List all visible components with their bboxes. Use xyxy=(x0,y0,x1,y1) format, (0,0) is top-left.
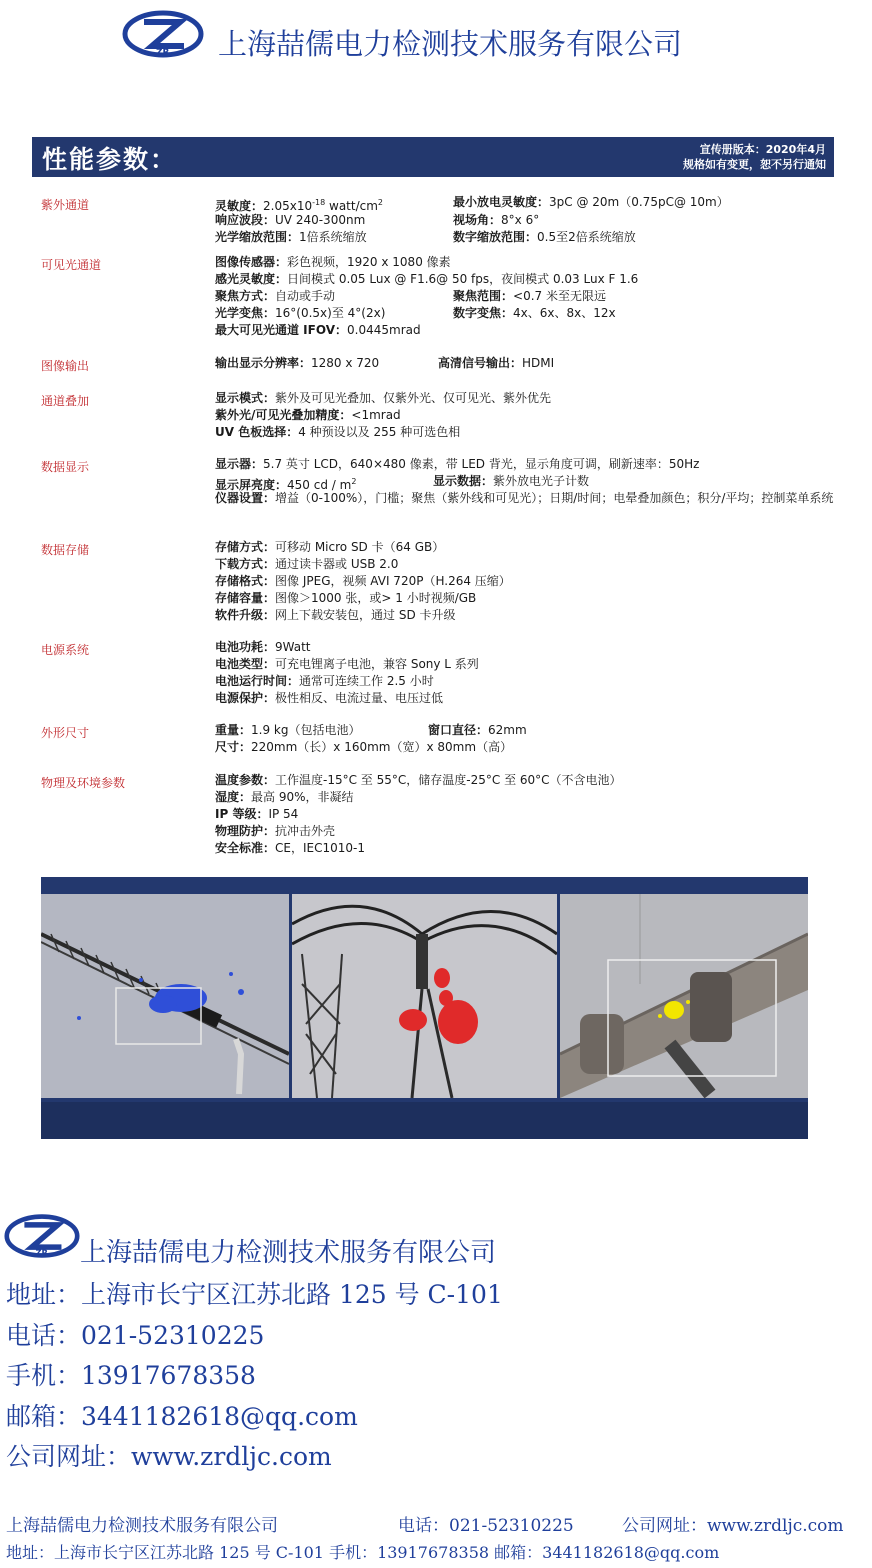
spec-line: 重量：1.9 kg（包括电池） xyxy=(215,723,361,737)
spec-line: 灵敏度：$2.05x10^{-18}$ watt/$cm^2$ xyxy=(215,198,384,213)
spec-line: 紫外光/可见光叠加精度：<1mrad xyxy=(215,408,401,422)
spec-line: 软件升级：网上下载安装包，通过 SD 卡升级 xyxy=(215,608,456,622)
contact-company: 上海喆儒电力检测技术服务有限公司 xyxy=(80,1238,497,1268)
uv-image-antenna xyxy=(41,894,289,1098)
spec-line: IP 等级：IP 54 xyxy=(215,807,299,821)
spec-line: 存储方式：可移动 Micro SD 卡（64 GB） xyxy=(215,540,445,554)
spec-line: 显示数据：紫外放电光子计数 xyxy=(433,474,590,488)
svg-text:ZR: ZR xyxy=(156,48,170,58)
change-notice: 规格如有变更，恕不另行通知 xyxy=(683,158,826,171)
contact-email: 邮箱：3441182618@qq.com xyxy=(6,1402,358,1431)
contact-mobile: 手机：13917678358 xyxy=(6,1361,256,1390)
company-title: 上海喆儒电力检测技术服务有限公司 xyxy=(218,27,683,61)
uv-image-tower xyxy=(292,894,557,1098)
footer-website: 公司网址：www.zrdljc.com xyxy=(622,1516,844,1536)
spec-line: 图像传感器：彩色视频，1920 x 1080 像素 xyxy=(215,255,451,269)
spec-line: 显示器：5.7 英寸 LCD，640×480 像素，带 LED 背光，显示角度可调，刷新速率：50Hz xyxy=(215,457,700,471)
spec-line: 电池类型：可充电锂离子电池，兼容 Sony L 系列 xyxy=(215,657,479,671)
footer-company: 上海喆儒电力检测技术服务有限公司 xyxy=(6,1516,278,1536)
spec-line: 输出显示分辨率：1280 x 720 xyxy=(215,356,380,370)
spec-line: UV 色板选择：4 种预设以及 255 种可选色相 xyxy=(215,425,461,439)
spec-line: 温度参数：工作温度-15°C 至 55°C，储存温度-25°C 至 60°C（不含电池） xyxy=(215,773,622,787)
zr-logo-icon xyxy=(4,1210,80,1262)
spec-line: 仪器设置：增益（0-100%），门槛；聚焦（紫外线和可见光）；日期/时间；电晕叠加颜色；积分/平均；控制菜单系统 xyxy=(215,491,834,505)
contact-phone: 电话：021-52310225 xyxy=(6,1321,265,1350)
contact-website: 公司网址：www.zrdljc.com xyxy=(6,1442,332,1471)
spec-line: 数字缩放范围：0.5至2倍系统缩放 xyxy=(453,230,636,244)
category-dimensions: 外形尺寸 xyxy=(41,726,90,740)
spec-line: 存储容量：图像＞1000 张，或> 1 小时视频/GB xyxy=(215,591,477,605)
spec-line: 显示模式：紫外及可见光叠加、仅紫外光、仅可见光、紫外优先 xyxy=(215,391,552,405)
spec-line: 湿度：最高 90%，非凝结 xyxy=(215,790,354,804)
category-visible: 可见光通道 xyxy=(41,258,102,272)
spec-line: 电池功耗：9Watt xyxy=(215,640,311,654)
brochure-version: 宣传册版本：2020年4月 xyxy=(699,143,826,156)
spec-line: 最小放电灵敏度：3pC @ 20m（0.75pC@ 10m） xyxy=(453,195,729,209)
spec-line: 高清信号输出：HDMI xyxy=(438,356,555,370)
category-storage: 数据存储 xyxy=(41,543,90,557)
spec-line: 电源保护：极性相反、电流过量、电压过低 xyxy=(215,691,444,705)
spec-banner xyxy=(32,137,834,177)
spec-line: 聚焦范围：<0.7 米至无限远 xyxy=(453,289,606,303)
spec-line: 物理防护：抗冲击外壳 xyxy=(215,824,336,838)
category-environment: 物理及环境参数 xyxy=(41,776,126,790)
zr-logo-icon xyxy=(122,8,204,60)
spec-line: 存储格式：图像 JPEG，视频 AVI 720P（H.264 压缩） xyxy=(215,574,511,588)
uv-image-pipe xyxy=(560,894,808,1098)
spec-line: 响应波段：UV 240-300nm xyxy=(215,213,366,227)
spec-line: 光学缩放范围：1倍系统缩放 xyxy=(215,230,367,244)
category-uv: 紫外通道 xyxy=(41,198,90,212)
spec-line: 光学变焦：16°(0.5x)至 4°(2x) xyxy=(215,306,386,320)
spec-line: 感光灵敏度：日间模式 0.05 Lux @ F1.6@ 50 fps，夜间模式 0.03 Lux F 1.6 xyxy=(215,272,639,286)
spec-line: 数字变焦：4x、6x、8x、12x xyxy=(453,306,616,320)
footer-address-line: 地址：上海市长宁区江苏北路 125 号 C-101 手机：13917678358 邮箱：3441182618@qq.com xyxy=(6,1543,720,1562)
footer-phone: 电话：021-52310225 xyxy=(398,1516,574,1536)
spec-line: 电池运行时间：通常可连续工作 2.5 小时 xyxy=(215,674,434,688)
sample-images-strip xyxy=(41,877,808,1139)
category-display: 数据显示 xyxy=(41,460,90,474)
category-overlay: 通道叠加 xyxy=(41,394,90,408)
banner-title: 性能参数： xyxy=(42,145,178,174)
photo-strip-band xyxy=(41,1102,808,1139)
spec-line: 尺寸：220mm（长）x 160mm（宽）x 80mm（高） xyxy=(215,740,513,754)
spec-line: 最大可见光通道 IFOV：0.0445mrad xyxy=(215,323,421,337)
category-power: 电源系统 xyxy=(41,643,90,657)
contact-address: 地址：上海市长宁区江苏北路 125 号 C-101 xyxy=(6,1280,503,1309)
spec-line: 聚焦方式：自动或手动 xyxy=(215,289,336,303)
spec-line: 下载方式：通过读卡器或 USB 2.0 xyxy=(215,557,399,571)
spec-line: 显示屏亮度：450 cd / $m^2$ xyxy=(215,477,357,492)
spec-line: 安全标准：CE，IEC1010-1 xyxy=(215,841,365,855)
category-image-output: 图像输出 xyxy=(41,359,90,373)
banner-note xyxy=(683,142,826,172)
spec-line: 窗口直径：62mm xyxy=(428,723,527,737)
svg-text:ZR: ZR xyxy=(35,1247,48,1258)
spec-line: 视场角：8°x 6° xyxy=(453,213,540,227)
